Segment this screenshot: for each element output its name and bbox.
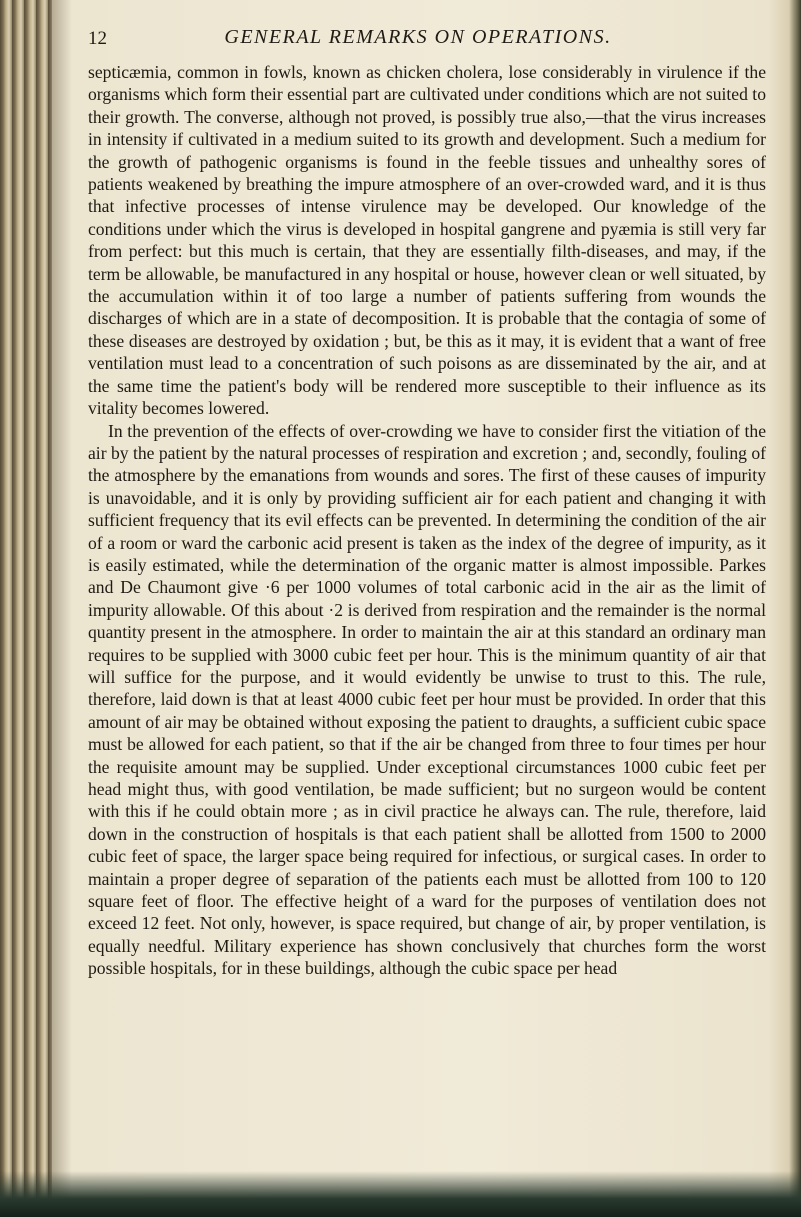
paragraph-overcrowding: In the prevention of the effects of over-crowding we have to consider first the vitiation of the air by the patient by the natural processes of respiration and excretion ; and, secondly, fouling of the atmosphere by the emanations from wounds and sores. The first of these causes of impurity is unavoidable, and it is only by providing sufficient air for each patient and changing it with sufficient frequency that its evil effects can be prevented. In determining the condition of the air of a room or ward the carbonic acid present is taken as the index of the degree of impurity, as it is easily estimated, while the determination of the organic matter is almost impossible. Parkes and De Chaumont give ·6 per 1000 volumes of total carbonic acid in the air as the limit of impurity allowable. Of this about ·2 is derived from respiration and the remainder is the normal quantity present in the atmosphere. In order to maintain the air at this standard an ordinary man requires to be supplied with 3000 cubic feet per hour. This is the minimum quantity of air that will suffice for the purpose, and it would evidently be unwise to trust to this. The rule, therefore, laid down is that at least 4000 cubic feet per hour must be provided. In order that this amount of air may be obtained without exposing the patient to draughts, a sufficient cubic space must be allowed for each patient, so that if the air be changed from three to four times per hour the requisite amount may be supplied. Under exceptional circumstances 1000 cubic feet per head might thus, with good ventilation, be made sufficient; but no surgeon would be content with this if he could obtain more ; as in civil practice he always can. The rule, therefore, laid down in the construction of hospitals is that each patient shall be allotted from 1500 to 2000 cubic feet of space, the larger space being required for infectious, or surgical cases. In order to maintain a proper degree of separation of the patients each must be allotted from 100 to 120 square feet of floor. The effective height of a ward for the purposes of ventilation does not exceed 12 feet. Not only, however, is space required, but change of air, by proper ventilation, is equally needful. Military experience has shown conclusively that churches form the worst possible hospitals, for in these buildings, although the cubic space per head	[88, 420, 766, 979]
page-edge-bottom	[0, 1171, 801, 1217]
book-binding	[0, 0, 52, 1217]
paragraph-continued: septicæmia, common in fowls, known as chicken cholera, lose considerably in virulence if the organisms which form their essential part are cultivated under conditions which are not suited to their growth. The converse, although not proved, is possibly true also,—that the virus increases in intensity if cultivated in a medium suited to its growth and development. Such a medium for the growth of pathogenic organisms is found in the feeble tissues and unhealthy sores of patients weakened by breathing the impure atmosphere of an over-crowded ward, and it is thus that infective processes of intense virulence may be developed. Our knowledge of the conditions under which the virus is developed in hospital gangrene and pyæmia is still very far from perfect: but this much is certain, that they are essentially filth-diseases, and may, if the term be allowable, be manufactured in any hospital or house, however clean or well situated, by the accumulation within it of too large a number of patients suffering from wounds the discharges of which are in a state of decomposition. It is probable that the contagia of some of these diseases are destroyed by oxidation ; but, be this as it may, it is evident that a want of free ventilation must lead to a concentration of such poisons as are disseminated by the air, and at the same time the patient's body will be rendered more susceptible to their influence as its vitality becomes lowered.	[88, 62, 766, 419]
running-header	[88, 26, 748, 54]
body-text	[88, 61, 766, 980]
page-number: 12	[88, 28, 107, 49]
page-edge-right	[789, 0, 801, 1217]
gutter-shadow	[52, 0, 72, 1217]
running-title: GENERAL REMARKS ON OPERATIONS.	[224, 26, 612, 48]
